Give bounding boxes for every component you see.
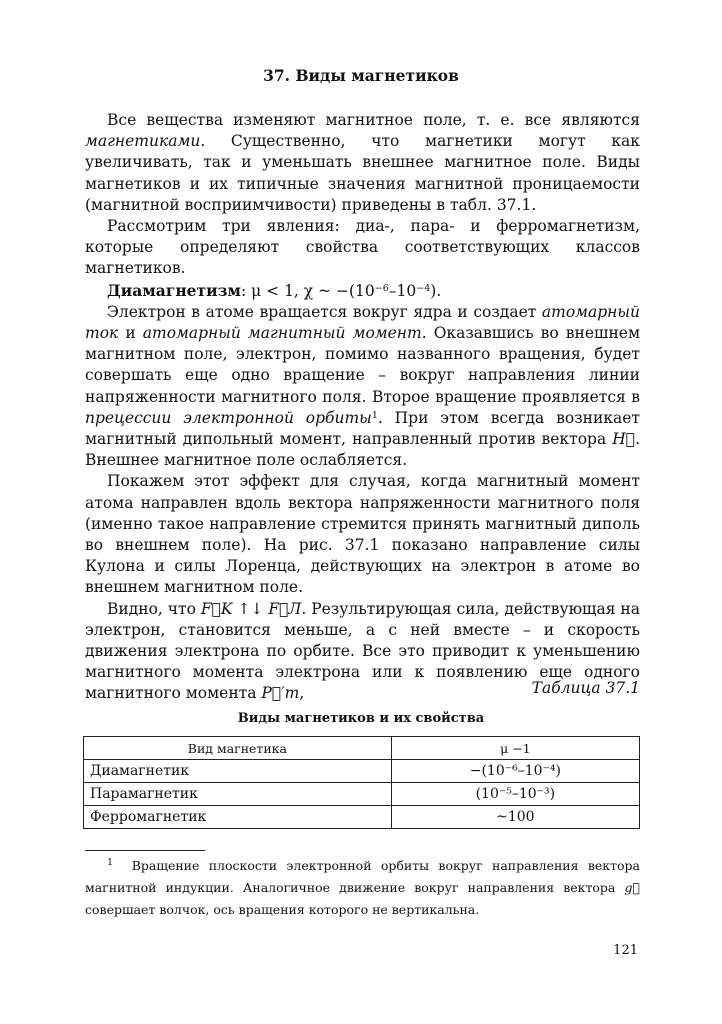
table-header-row <box>84 737 640 760</box>
header-type: Вид магнетика <box>84 737 392 760</box>
footnote-divider <box>85 850 205 851</box>
footnote-marker: 1 <box>107 857 114 868</box>
row-value: (10⁻⁵–10⁻³) <box>391 783 639 806</box>
footnote: $^1$ Вращение плоскости электронной орбиты вокруг направления вектора магнитной индукции. Аналогичное движение вокруг направления вектора g⃗ совершает волчок, ось вращения которого не вертикальна. <box>85 857 640 917</box>
body-text <box>85 110 640 705</box>
row-name: Парамагнетик <box>84 783 392 806</box>
row-value: −(10⁻⁶–10⁻⁴) <box>391 760 639 783</box>
paragraph-5: Покажем этот эффект для случая, когда магнитный момент атома направлен вдоль вектора напряженности магнитного поля (именно такое направление стремится принять магнитный диполь во внешнем поле). На рис. 37.1 показано направление силы Кулона и силы Лоренца, действующих на электрон в атоме во внешнем магнитном поле. <box>85 472 640 597</box>
row-name: Ферромагнетик <box>84 806 392 829</box>
magnetics-table <box>83 736 640 829</box>
paragraph-4: Электрон в атоме вращается вокруг ядра и создает атомарный ток и атомарный магнитный момент. Оказавшись во внешнем магнитном поле, электрон, помимо названного вращения, будет совершать еще одно вращение – вокруг направления линии напряженности магнитного поля. Второе вращение проявляется в прецессии электронной орбиты$^1$. При этом всегда возникает магнитный дипольный момент, направленный против вектора H⃗. Внешнее магнитное поле ослабляется. <box>85 302 640 470</box>
table-caption: Таблица 37.1 <box>531 679 640 697</box>
page-number: 121 <box>613 943 638 958</box>
table-row <box>84 783 640 806</box>
force-formula: F⃗K ↑↓ F⃗Л <box>200 599 302 618</box>
vector-h: H⃗ <box>612 430 636 449</box>
paragraph-1: Все вещества изменяют магнитное поле, т. е. все являются магнетиками. Существенно, что магнетики могут как увеличивать, так и уменьшать внешнее магнитное поле. Виды магнетиков и их типичные значения магнитной проницаемости (магнитной восприимчивости) приведены в табл. 37.1. <box>85 111 640 214</box>
row-value: ~100 <box>391 806 639 829</box>
header-mu: μ −1 <box>391 737 639 760</box>
paragraph-6: Видно, что F⃗K ↑↓ F⃗Л. Результирующая сила, действующая на электрон, становится меньше, а с ней вместе – и скорость движения электрона по орбите. Все это приводит к уменьшению магнитного момента электрона или к появлению еще одного магнитного момента P⃗′m, <box>85 599 640 703</box>
table-title: Виды магнетиков и их свойства <box>237 711 485 726</box>
table-row <box>84 806 640 829</box>
vector-pm: P⃗′m <box>261 684 300 703</box>
paragraph-diamagnetism: Диамагнетизм: μ < 1, χ ~ $-(10^{-6}-10^{-4})$. <box>107 280 442 300</box>
paragraph-2: Рассмотрим три явления: диа-, пара- и ферромагнетизм, которые определяют свойства соответствующих классов магнетиков. <box>85 217 640 278</box>
section-title: 37. Виды магнетиков <box>263 66 459 85</box>
vector-g: g⃗ <box>624 880 640 895</box>
row-name: Диамагнетик <box>84 760 392 783</box>
table-row <box>84 760 640 783</box>
footnote-ref: 1 <box>371 409 378 421</box>
